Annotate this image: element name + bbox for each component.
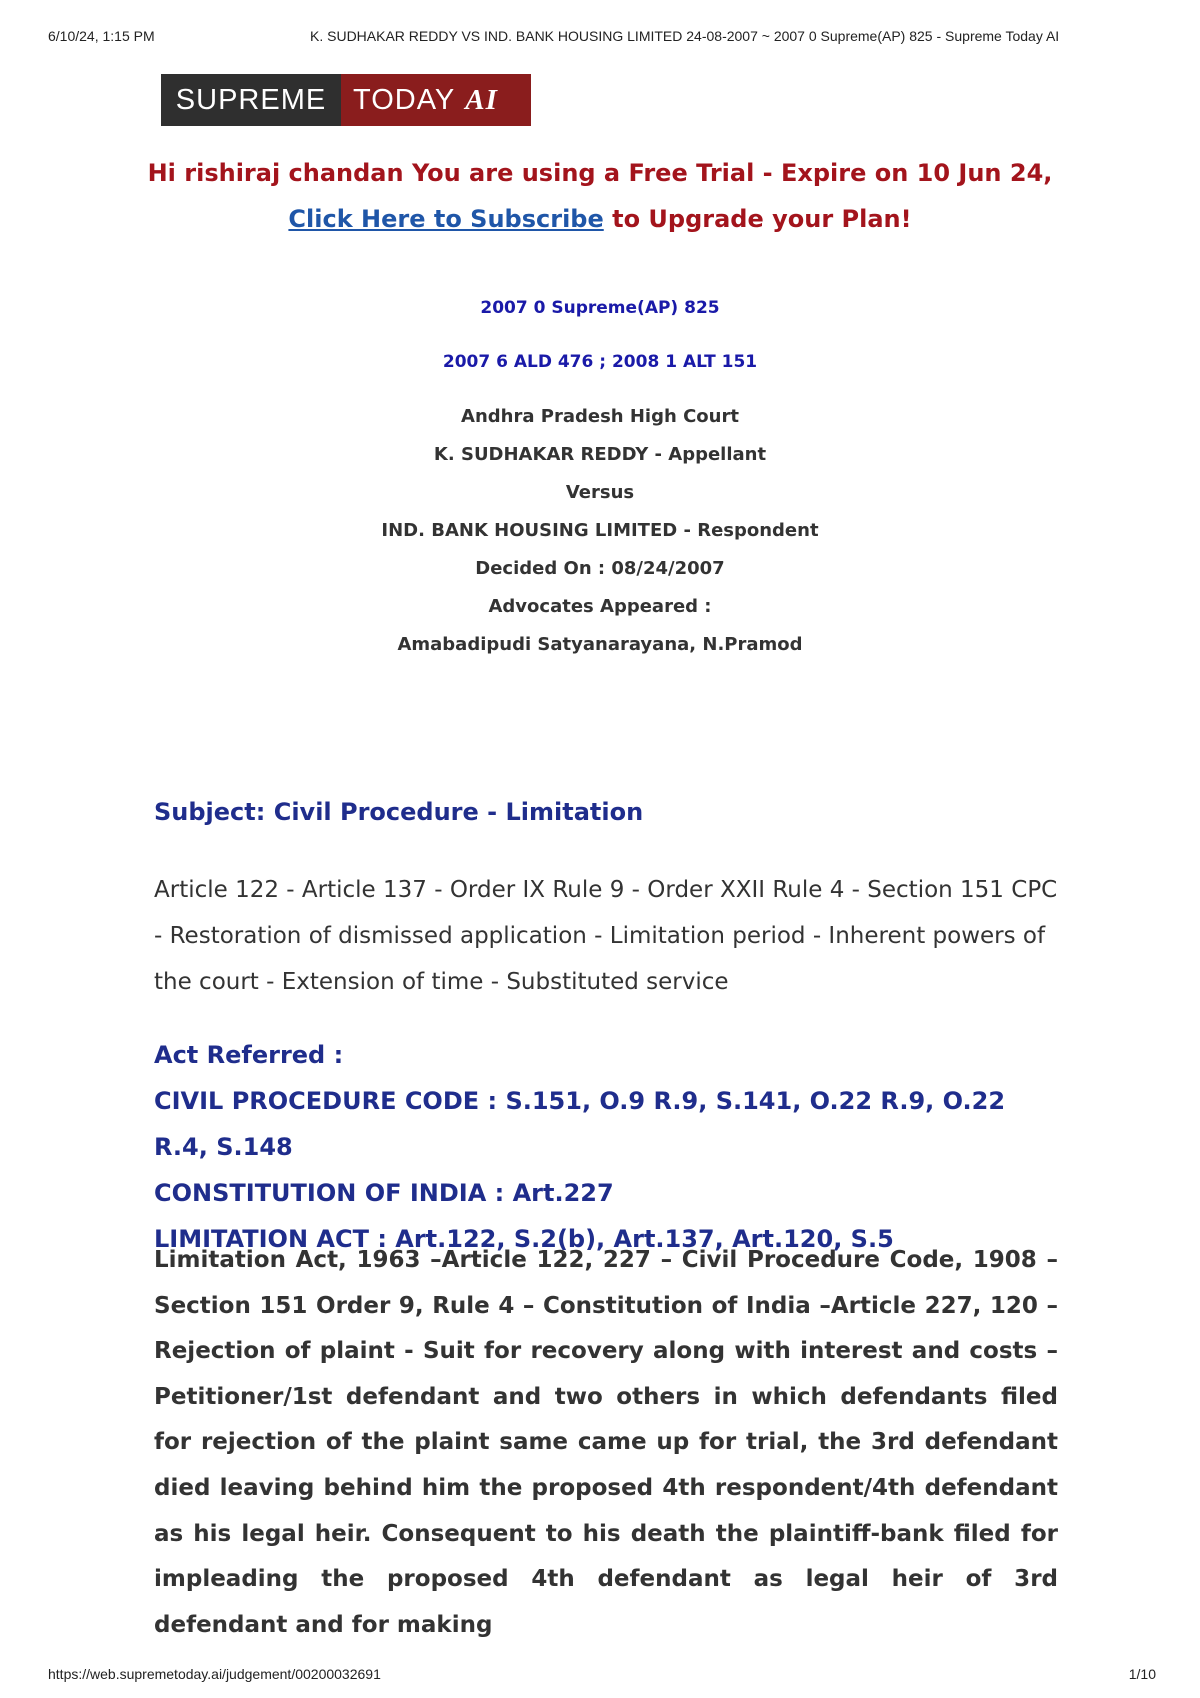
advocates-label: Advocates Appeared : bbox=[488, 596, 712, 617]
subject-heading: Subject: Civil Procedure - Limitation bbox=[154, 798, 644, 826]
acts-referred-label: Act Referred : bbox=[154, 1041, 344, 1069]
keywords: Article 122 - Article 137 - Order IX Rule 9 - Order XXII Rule 4 - Section 151 CPC - Restoration of dismissed application - Limitation period - Inherent powers of the court - Extension of time - Substituted service bbox=[154, 877, 1058, 995]
trial-suffix: to Upgrade your Plan! bbox=[603, 205, 912, 233]
appellant: K. SUDHAKAR REDDY - Appellant bbox=[433, 444, 767, 465]
page-number: 1/10 bbox=[1128, 1666, 1156, 1682]
respondent: IND. BANK HOUSING LIMITED - Respondent bbox=[381, 520, 819, 541]
print-header bbox=[48, 28, 1156, 48]
print-document-title: K. SUDHAKAR REDDY VS IND. BANK HOUSING LIMITED 24-08-2007 ~ 2007 0 Supreme(AP) 825 - Supreme Today AI bbox=[310, 28, 1060, 44]
primary-citation: 2007 0 Supreme(AP) 825 bbox=[480, 298, 720, 318]
case-info bbox=[150, 398, 1050, 664]
headnote-summary: Limitation Act, 1963 –Article 122, 227 – Civil Procedure Code, 1908 – Section 151 Order 9, Rule 4 – Constitution of India –Article 227, 120 – Rejection of plaint - Suit for recovery along with interest and costs – Petitioner/1st defendant and two others in which defendants filed for rejection of the plaint same came up for trial, the 3rd defendant died leaving behind him the proposed 4th respondent/4th defendant as his legal heir. Consequent to his death the plaintiff-bank filed for impleading the proposed 4th defendant as legal heir of 3rd defendant and for making bbox=[154, 1247, 1058, 1638]
logo-today-ai bbox=[341, 74, 531, 126]
equivalent-citations: 2007 6 ALD 476 ; 2008 1 ALT 151 bbox=[442, 352, 758, 372]
act-item: CIVIL PROCEDURE CODE : S.151, O.9 R.9, S.141, O.22 R.9, O.22 R.4, S.148 bbox=[154, 1087, 1006, 1161]
act-item: CONSTITUTION OF INDIA : Art.227 bbox=[154, 1179, 614, 1207]
act-item: LIMITATION ACT : Art.122, S.2(b), Art.137, Art.120, S.5 bbox=[154, 1225, 894, 1253]
versus: Versus bbox=[565, 482, 635, 503]
trial-message: Hi rishiraj chandan You are using a Free Trial - Expire on 10 Jun 24, bbox=[147, 159, 1053, 187]
free-trial-banner bbox=[140, 150, 1060, 242]
acts-referred bbox=[154, 1032, 1058, 1262]
logo-supreme: SUPREME bbox=[161, 74, 341, 126]
decided-on: Decided On : 08/24/2007 bbox=[475, 558, 725, 579]
logo-today: TODAY bbox=[353, 83, 456, 116]
print-footer bbox=[48, 1666, 1156, 1686]
supreme-today-logo[interactable] bbox=[161, 74, 531, 126]
page-url: https://web.supremetoday.ai/judgement/00200032691 bbox=[48, 1666, 381, 1682]
subscribe-link[interactable]: Click Here to Subscribe bbox=[288, 205, 604, 233]
print-date: 6/10/24, 1:15 PM bbox=[48, 28, 155, 44]
advocates: Amabadipudi Satyanarayana, N.Pramod bbox=[397, 634, 803, 655]
court-name: Andhra Pradesh High Court bbox=[461, 406, 739, 427]
logo-ai: AI bbox=[465, 83, 498, 116]
